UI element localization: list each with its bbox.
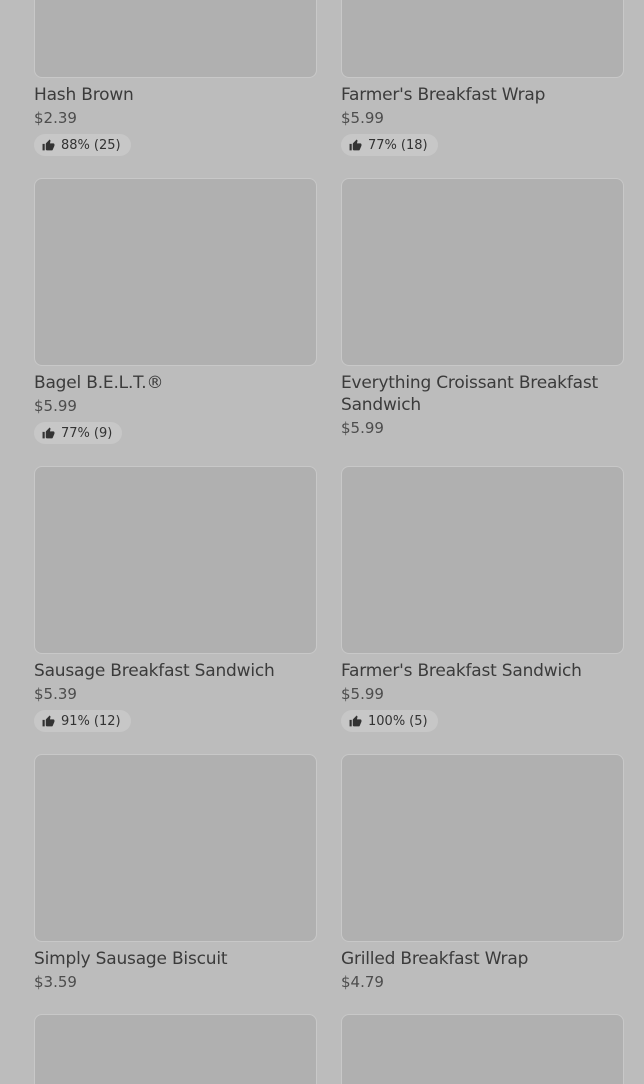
rating-count: (12) xyxy=(93,713,121,729)
menu-item-card[interactable] xyxy=(34,178,317,444)
thumbs-up-icon xyxy=(42,139,61,152)
rating-count: (5) xyxy=(409,713,428,729)
menu-item-name: Everything Croissant Breakfast Sandwich xyxy=(341,373,598,415)
menu-item-name: Simply Sausage Biscuit xyxy=(34,949,228,969)
thumbs-up-icon xyxy=(42,427,61,440)
menu-item-price: $5.39 xyxy=(34,685,77,703)
rating-percent: 77% xyxy=(61,425,90,441)
rating-badge xyxy=(34,710,131,732)
menu-item-price: $5.99 xyxy=(341,419,384,437)
thumbs-up-icon xyxy=(349,139,368,152)
rating-badge xyxy=(34,422,122,444)
menu-item-name: Sausage Breakfast Sandwich xyxy=(34,661,275,681)
menu-item-card[interactable] xyxy=(34,466,317,732)
menu-item-card[interactable] xyxy=(34,1014,317,1084)
rating-count: (9) xyxy=(93,425,113,441)
rating-badge xyxy=(34,134,131,156)
menu-item-card[interactable] xyxy=(341,178,624,438)
rating-count: (25) xyxy=(93,137,121,153)
menu-item-image-placeholder xyxy=(341,0,624,78)
menu-item-name: Farmer's Breakfast Sandwich xyxy=(341,661,582,681)
menu-item-card[interactable] xyxy=(341,1014,624,1084)
menu-item-price: $5.99 xyxy=(341,685,384,703)
menu-item-image-placeholder xyxy=(341,754,624,942)
rating-count: (18) xyxy=(400,137,428,153)
menu-item-image-placeholder xyxy=(341,466,624,654)
menu-item-name: Grilled Breakfast Wrap xyxy=(341,949,529,969)
rating-percent: 100% xyxy=(368,713,406,729)
menu-item-card[interactable] xyxy=(341,0,624,156)
menu-item-image-placeholder xyxy=(34,466,317,654)
menu-item-card[interactable] xyxy=(34,0,317,156)
menu-item-card[interactable] xyxy=(34,754,317,992)
thumbs-up-icon xyxy=(42,715,61,728)
menu-item-price: $5.99 xyxy=(34,397,77,415)
menu-item-price: $5.99 xyxy=(341,109,384,127)
menu-item-image-placeholder xyxy=(34,754,317,942)
rating-percent: 88% xyxy=(61,137,90,153)
menu-item-image-placeholder xyxy=(34,1014,317,1084)
menu-item-image-placeholder xyxy=(34,0,317,78)
menu-item-name: Hash Brown xyxy=(34,85,134,105)
menu-item-card[interactable] xyxy=(341,466,624,732)
menu-item-name: Bagel B.E.L.T.® xyxy=(34,373,164,393)
menu-item-image-placeholder xyxy=(341,178,624,366)
menu-item-card[interactable] xyxy=(341,754,624,992)
menu-item-image-placeholder xyxy=(341,1014,624,1084)
rating-percent: 91% xyxy=(61,713,90,729)
menu-item-name: Farmer's Breakfast Wrap xyxy=(341,85,546,105)
menu-item-image-placeholder xyxy=(34,178,317,366)
rating-percent: 77% xyxy=(368,137,397,153)
thumbs-up-icon xyxy=(349,715,368,728)
menu-item-price: $3.59 xyxy=(34,973,77,991)
menu-item-price: $4.79 xyxy=(341,973,384,991)
rating-badge xyxy=(341,710,438,732)
rating-badge xyxy=(341,134,438,156)
menu-item-price: $2.39 xyxy=(34,109,77,127)
